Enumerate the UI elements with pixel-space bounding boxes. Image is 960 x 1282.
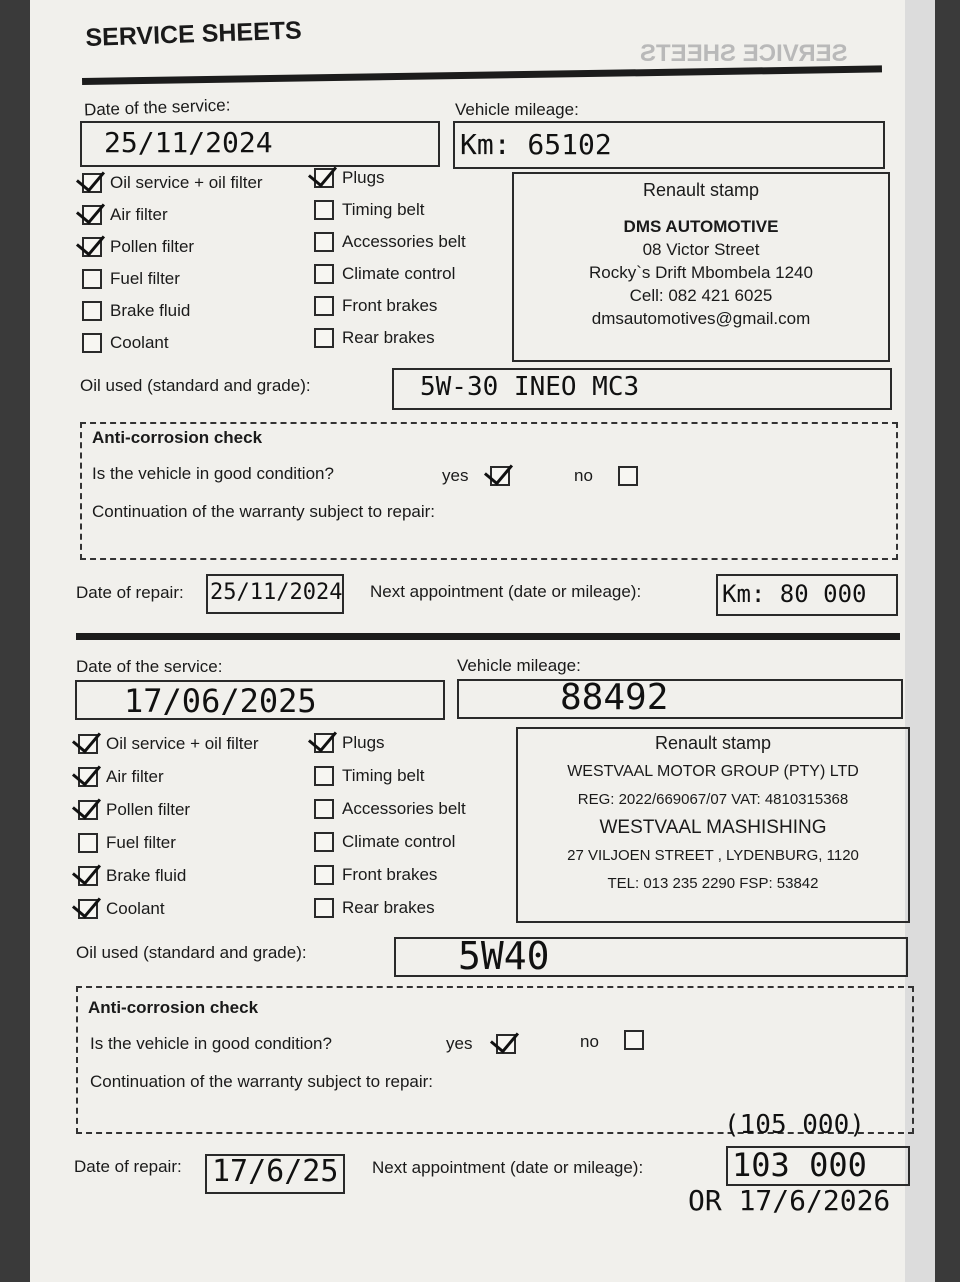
sheet1-no-checkbox[interactable] (618, 466, 638, 486)
checkbox[interactable] (314, 328, 334, 348)
sheet2-date-service-label: Date of the service: (76, 657, 223, 676)
sheet2-left-item[interactable] (78, 866, 186, 886)
sheet1-no-label: no (574, 466, 593, 485)
checkbox-label: Rear brakes (342, 898, 435, 917)
sheet1-date-service-value: 25/11/2024 (104, 126, 273, 159)
sheet1-next-appointment-value: Km: 80 000 (722, 580, 867, 608)
sheet1-stamp-line: DMS AUTOMOTIVE (623, 217, 779, 236)
checkbox[interactable] (314, 799, 334, 819)
tick-icon (484, 455, 513, 485)
sheet2-stamp-line: REG: 2022/669067/07 VAT: 4810315368 (577, 791, 849, 808)
sheet1-stamp-line: 08 Victor Street (642, 240, 760, 259)
sheet1-stamp-line: Cell: 082 421 6025 (629, 286, 773, 305)
sheet2-right-item[interactable] (314, 898, 435, 918)
checkbox[interactable] (314, 264, 334, 284)
checkbox[interactable] (78, 833, 98, 853)
checkbox[interactable] (82, 237, 102, 257)
checkbox[interactable] (78, 767, 98, 787)
sheet2-left-item[interactable] (78, 734, 259, 754)
sheet1-left-item[interactable] (82, 269, 180, 289)
sheet1-oil-used-value: 5W-30 INEO MC3 (420, 372, 640, 402)
sheet1-left-item[interactable] (82, 301, 190, 321)
checkbox-label: Brake fluid (106, 866, 187, 885)
sheet1-right-item[interactable] (314, 264, 455, 284)
checkbox-label: Climate control (342, 832, 456, 851)
sheet1-oil-used-label: Oil used (standard and grade): (80, 376, 311, 395)
sheet2-stamp-line: TEL: 013 235 2290 FSP: 53842 (607, 875, 819, 892)
sheet2-right-item[interactable] (314, 766, 425, 786)
sheet2-next-appointment-label: Next appointment (date or mileage): (372, 1158, 644, 1177)
sheet1-right-item[interactable] (314, 296, 437, 316)
sheet1-left-item[interactable] (82, 173, 263, 193)
sheet2-stamp-line: 27 VILJOEN STREET , LYDENBURG, 1120 (567, 847, 859, 864)
checkbox-label: Plugs (342, 733, 385, 752)
sheet2-right-item[interactable] (314, 733, 385, 753)
checkbox-label: Air filter (106, 767, 164, 786)
checkbox-label: Oil service + oil filter (106, 734, 259, 753)
checkbox-label: Front brakes (342, 865, 438, 884)
sheet1-next-appointment-label: Next appointment (date or mileage): (370, 582, 642, 601)
sheet2-top-rule (76, 633, 900, 640)
checkbox[interactable] (82, 173, 102, 193)
checkbox[interactable] (314, 865, 334, 885)
sheet1-date-repair-value: 25/11/2024 (210, 580, 343, 605)
checkbox[interactable] (82, 301, 102, 321)
checkbox-label: Fuel filter (110, 269, 180, 288)
checkbox-label: Plugs (342, 168, 385, 187)
checkbox-label: Timing belt (342, 766, 425, 785)
sheet2-left-item[interactable] (78, 800, 190, 820)
sheet2-next-appointment-value: 103 000 (732, 1146, 867, 1184)
tick-icon (490, 1023, 519, 1053)
sheet2-left-item[interactable] (78, 767, 164, 787)
sheet2-mileage-label: Vehicle mileage: (457, 656, 581, 675)
sheet1-left-item[interactable] (82, 237, 194, 257)
sheet1-date-repair-label: Date of repair: (76, 583, 184, 602)
checkbox-label: Brake fluid (110, 301, 191, 320)
checkbox[interactable] (314, 232, 334, 252)
checkbox[interactable] (82, 333, 102, 353)
sheet1-good-condition-question: Is the vehicle in good condition? (92, 464, 334, 483)
checkbox-label: Pollen filter (106, 800, 191, 819)
sheet2-oil-used-value: 5W40 (458, 934, 550, 978)
sheet1-left-item[interactable] (82, 205, 168, 225)
checkbox-label: Accessories belt (342, 232, 466, 251)
sheet1-yes-label: yes (442, 466, 469, 485)
checkbox[interactable] (78, 899, 98, 919)
sheet2-date-service-value: 17/06/2025 (124, 682, 317, 720)
sheet1-stamp-box (512, 172, 890, 362)
sheet1-right-item[interactable] (314, 168, 385, 188)
sheet2-no-checkbox[interactable] (624, 1030, 644, 1050)
checkbox-label: Pollen filter (110, 237, 195, 256)
sheet1-stamp-line: dmsautomotives@gmail.com (591, 309, 811, 328)
checkbox[interactable] (314, 200, 334, 220)
sheet2-anti-corrosion-heading: Anti-corrosion check (88, 998, 259, 1017)
sheet1-left-item[interactable] (82, 333, 169, 353)
sheet1-anti-corrosion-box (80, 422, 898, 560)
sheet2-mileage-field[interactable] (457, 679, 903, 719)
checkbox-label: Coolant (106, 899, 165, 918)
sheet2-continuation-label: Continuation of the warranty subject to repair: (90, 1072, 434, 1091)
sheet2-yes-checkbox[interactable] (496, 1034, 516, 1054)
checkbox[interactable] (314, 168, 334, 188)
sheet1-right-item[interactable] (314, 200, 425, 220)
checkbox-label: Front brakes (342, 296, 438, 315)
checkbox-label: Rear brakes (342, 328, 435, 347)
sheet2-date-repair-label: Date of repair: (74, 1157, 182, 1176)
sheet1-date-service-label: Date of the service: (83, 95, 231, 120)
sheet1-right-item[interactable] (314, 232, 466, 252)
checkbox-label: Accessories belt (342, 799, 466, 818)
checkbox[interactable] (78, 734, 98, 754)
sheet2-date-repair-value: 17/6/25 (212, 1154, 339, 1189)
sheet2-stamp-title: Renault stamp (654, 733, 772, 753)
sheet2-stamp-box (516, 727, 910, 923)
sheet2-left-item[interactable] (78, 899, 165, 919)
sheet2-next-appointment-note-top: (105 000) (724, 1110, 865, 1140)
sheet2-right-item[interactable] (314, 832, 455, 852)
sheet1-right-item[interactable] (314, 328, 435, 348)
checkbox[interactable] (82, 205, 102, 225)
sheet2-stamp-line: WESTVAAL MOTOR GROUP (PTY) LTD (567, 763, 859, 780)
checkbox-label: Coolant (110, 333, 169, 352)
checkbox[interactable] (314, 898, 334, 918)
checkbox[interactable] (82, 269, 102, 289)
checkbox-label: Oil service + oil filter (110, 173, 263, 192)
sheet2-no-label: no (580, 1032, 599, 1051)
page-title: SERVICE SHEETS (85, 16, 303, 52)
sheet2-good-condition-question: Is the vehicle in good condition? (90, 1034, 332, 1053)
checkbox-label: Timing belt (342, 200, 425, 219)
sheet1-mileage-value: Km: 65102 (460, 128, 612, 161)
checkbox[interactable] (78, 866, 98, 886)
checkbox-label: Air filter (110, 205, 168, 224)
checkbox[interactable] (314, 766, 334, 786)
checkbox[interactable] (314, 733, 334, 753)
sheet1-stamp-title: Renault stamp (642, 180, 760, 200)
sheet2-stamp-line: WESTVAAL MASHISHING (599, 817, 827, 838)
sheet2-yes-label: yes (446, 1034, 473, 1053)
sheet2-right-item[interactable] (314, 799, 466, 819)
sheet2-next-appointment-note-bottom: OR 17/6/2026 (688, 1184, 891, 1217)
checkbox-label: Climate control (342, 264, 456, 283)
sheet1-anti-corrosion-heading: Anti-corrosion check (92, 428, 263, 447)
ghost-title: SERVICE SHEETS (640, 40, 848, 67)
checkbox[interactable] (78, 800, 98, 820)
sheet2-left-item[interactable] (78, 833, 176, 853)
checkbox-label: Fuel filter (106, 833, 176, 852)
sheet1-stamp-line: Rocky`s Drift Mbombela 1240 (589, 263, 813, 282)
sheet1-yes-checkbox[interactable] (490, 466, 510, 486)
checkbox[interactable] (314, 832, 334, 852)
sheet1-mileage-label: Vehicle mileage: (455, 100, 579, 119)
sheet2-oil-used-label: Oil used (standard and grade): (76, 943, 307, 962)
sheet2-right-item[interactable] (314, 865, 437, 885)
checkbox[interactable] (314, 296, 334, 316)
sheet2-mileage-value: 88492 (560, 677, 669, 718)
sheet1-continuation-label: Continuation of the warranty subject to repair: (92, 502, 436, 521)
